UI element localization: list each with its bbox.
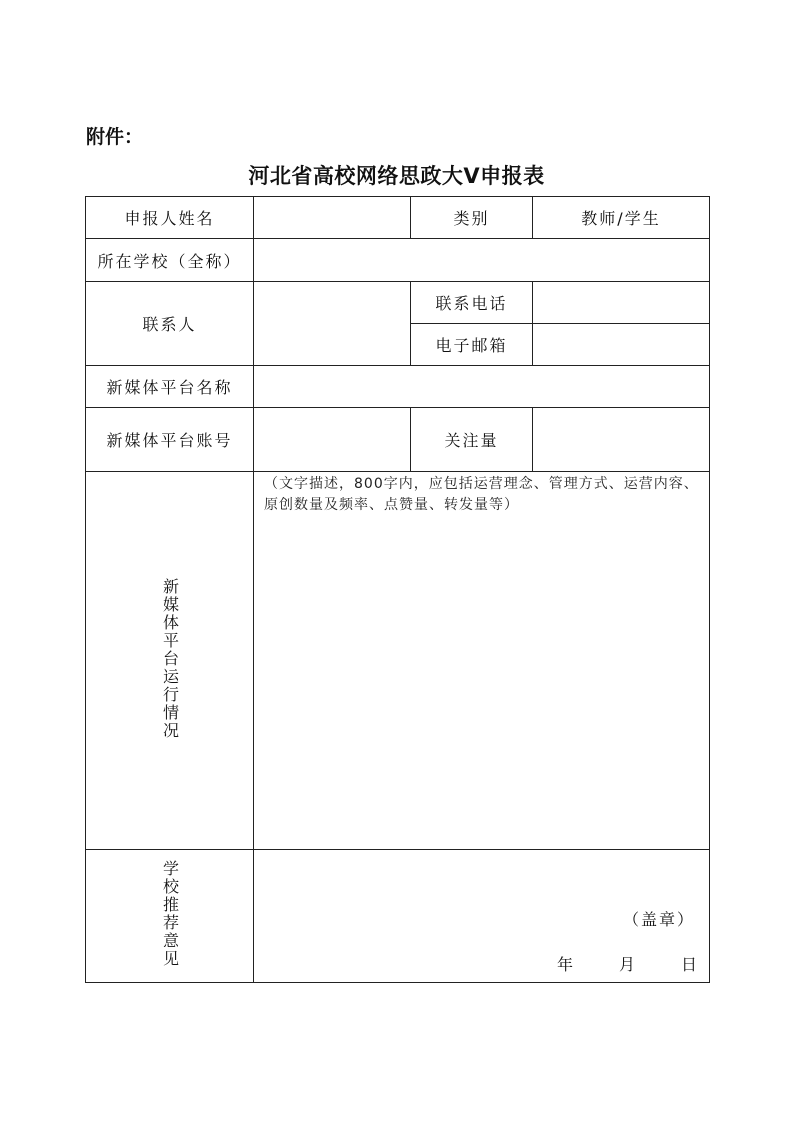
form-row-name [86,197,710,239]
followers-label: 关注量 [411,408,533,472]
form-row-school [86,239,710,282]
phone-field[interactable] [533,282,710,324]
applicant-name-field[interactable] [254,197,411,239]
form-row-operation [86,472,710,850]
operation-field[interactable] [254,472,710,850]
school-field[interactable] [254,239,710,282]
form-row-platform-name [86,366,710,408]
form-row-platform-account [86,408,710,472]
date-line [557,952,699,975]
phone-label: 联系电话 [411,282,533,324]
form-row-contact-phone [86,282,710,324]
email-label: 电子邮箱 [411,324,533,366]
operation-label: 新媒体平台运行情况 [160,577,180,740]
recommendation-label-cell [86,850,254,983]
date-year: 年 [556,955,575,974]
platform-name-field[interactable] [254,366,710,408]
date-day: 日 [680,955,699,974]
followers-field[interactable] [533,408,710,472]
form-title: 河北省高校网络思政大Ⅴ申报表 [248,164,545,188]
recommendation-label: 学校推荐意见 [160,860,180,968]
contact-field[interactable] [254,282,411,366]
applicant-name-label: 申报人姓名 [86,197,254,239]
operation-label-cell [86,472,254,850]
stamp-text: （盖章） [622,910,695,929]
recommendation-field[interactable] [254,850,710,983]
contact-label: 联系人 [86,282,254,366]
platform-account-label: 新媒体平台账号 [86,408,254,472]
attachment-label: 附件： [86,126,144,148]
platform-name-label: 新媒体平台名称 [86,366,254,408]
operation-hint: （文字描述，800字内，应包括运营理念、管理方式、运营内容、原创数量及频率、点赞量、转发量等） [264,476,699,513]
email-field[interactable] [533,324,710,366]
category-field[interactable]: 教师/学生 [533,197,710,239]
application-form-table [85,196,710,983]
category-label: 类别 [411,197,533,239]
date-month: 月 [618,955,637,974]
form-row-recommendation [86,850,710,983]
platform-account-field[interactable] [254,408,411,472]
school-label: 所在学校（全称） [86,239,254,282]
